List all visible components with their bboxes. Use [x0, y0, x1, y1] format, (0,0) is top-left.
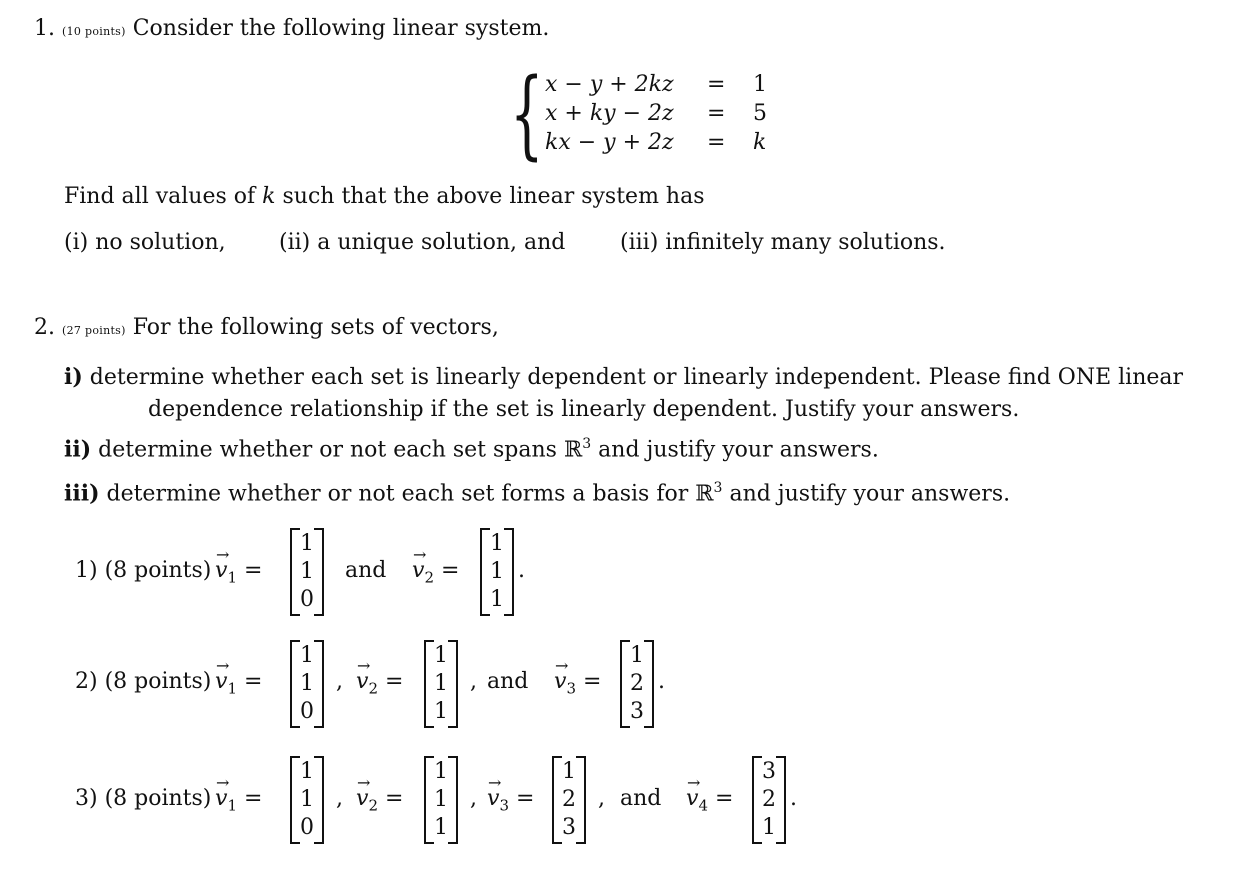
matrix-entry: 3	[762, 759, 776, 784]
matrix-entry: 1	[434, 759, 448, 784]
period: .	[518, 558, 525, 583]
task-text: determine whether or not each set spans	[98, 437, 564, 463]
matrix-entry: 2	[630, 671, 644, 696]
equation-equals: =	[707, 101, 726, 126]
vector-matrix	[480, 528, 514, 616]
conjunction: and	[487, 669, 529, 694]
problem-1-points: (10 points)	[62, 25, 126, 38]
matrix-entry: 3	[562, 815, 576, 840]
problem-2-intro: For the following sets of vectors,	[132, 315, 499, 340]
vector-matrix	[424, 756, 458, 844]
real-space-symbol: ℝ	[563, 437, 583, 463]
system-brace: {	[510, 58, 544, 170]
matrix-entry: 1	[434, 787, 448, 812]
matrix-entry: 1	[490, 559, 504, 584]
equation-rhs: k	[753, 130, 767, 155]
vector-matrix	[620, 640, 654, 728]
matrix-entry: 2	[562, 787, 576, 812]
vector-name: → $v_4$ =	[686, 773, 734, 815]
task-text: determine whether each set is linearly dependent or linearly independent. Please find ONE linear	[89, 365, 1184, 390]
matrix-entry: 1	[562, 759, 576, 784]
problem-1-header	[34, 16, 549, 41]
equation-lhs: x − y + 2kz	[545, 72, 674, 97]
problem-2-header	[34, 315, 499, 340]
task-label: ii)	[64, 436, 92, 463]
period: .	[658, 669, 665, 694]
vector-matrix	[552, 756, 586, 844]
matrix-entry: 1	[300, 531, 314, 556]
problem-2-points: (27 points)	[62, 324, 126, 337]
question-text: such that the above linear system has	[275, 184, 705, 209]
vector-matrix	[290, 640, 324, 728]
task-text: and justify your answers.	[591, 437, 879, 463]
equation-lhs: kx − y + 2z	[545, 130, 674, 155]
exponent: 3	[713, 480, 723, 496]
vector-name: → $v_1$ =	[215, 656, 263, 698]
task-text: and justify your answers.	[722, 481, 1011, 507]
comma: ,	[598, 786, 605, 811]
matrix-entry: 1	[434, 699, 448, 724]
matrix-entry: 0	[300, 587, 314, 612]
problem-2-number: 2.	[34, 315, 55, 340]
matrix-entry: 1	[300, 559, 314, 584]
matrix-entry: 1	[490, 587, 504, 612]
task-ii	[64, 436, 879, 462]
equation-lhs: x + ky − 2z	[545, 101, 674, 126]
matrix-entry: 3	[630, 699, 644, 724]
conjunction: and	[345, 558, 387, 583]
case-no-solution: (i) no solution,	[64, 230, 226, 255]
task-label: iii)	[64, 480, 100, 507]
case-infinite-solutions: (iii) infinitely many solutions.	[620, 230, 946, 255]
problem-1-number: 1.	[34, 16, 55, 41]
comma: ,	[336, 669, 343, 694]
vector-name: → $v_3$ =	[487, 773, 535, 815]
case-unique-solution: (ii) a unique solution, and	[279, 230, 566, 255]
task-i-continued: dependence relationship if the set is linearly dependent. Justify your answers.	[148, 397, 1020, 422]
period: .	[790, 786, 797, 811]
part-label: 1) (8 points)	[75, 558, 212, 583]
vector-name: → $v_3$ =	[554, 656, 602, 698]
equation-rhs: 1	[753, 72, 767, 97]
equation-equals: =	[707, 130, 726, 155]
part-label: 3) (8 points)	[75, 786, 212, 811]
vector-name: → $v_1$ =	[215, 545, 263, 587]
real-space-symbol: ℝ	[695, 481, 714, 507]
comma: ,	[470, 669, 477, 694]
exponent: 3	[582, 436, 592, 452]
matrix-entry: 2	[762, 787, 776, 812]
conjunction: and	[620, 786, 662, 811]
vector-name: → $v_1$ =	[215, 773, 263, 815]
vector-matrix	[752, 756, 786, 844]
vector-matrix	[290, 756, 324, 844]
vector-name: → $v_2$ =	[412, 545, 460, 587]
equation-rhs: 5	[753, 101, 767, 126]
matrix-entry: 0	[300, 815, 314, 840]
matrix-entry: 1	[300, 671, 314, 696]
matrix-entry: 1	[434, 815, 448, 840]
matrix-entry: 0	[300, 699, 314, 724]
task-iii	[64, 480, 1010, 506]
part-label: 2) (8 points)	[75, 669, 212, 694]
matrix-entry: 1	[434, 643, 448, 668]
comma: ,	[336, 786, 343, 811]
problem-1-question	[64, 184, 705, 209]
matrix-entry: 1	[762, 815, 776, 840]
vector-name: → $v_2$ =	[356, 656, 404, 698]
task-label: i)	[64, 364, 83, 390]
matrix-entry: 1	[300, 759, 314, 784]
matrix-entry: 1	[300, 787, 314, 812]
matrix-entry: 1	[300, 643, 314, 668]
matrix-entry: 1	[490, 531, 504, 556]
vector-matrix	[290, 528, 324, 616]
comma: ,	[470, 786, 477, 811]
task-text: determine whether or not each set forms a basis for	[106, 481, 696, 507]
question-text: Find all values of	[64, 184, 263, 209]
question-variable: k	[262, 184, 276, 209]
vector-name: → $v_2$ =	[356, 773, 404, 815]
matrix-entry: 1	[434, 671, 448, 696]
vector-matrix	[424, 640, 458, 728]
matrix-entry: 1	[630, 643, 644, 668]
problem-1-intro: Consider the following linear system.	[132, 16, 550, 41]
task-i	[64, 364, 1183, 390]
equation-equals: =	[707, 72, 726, 97]
